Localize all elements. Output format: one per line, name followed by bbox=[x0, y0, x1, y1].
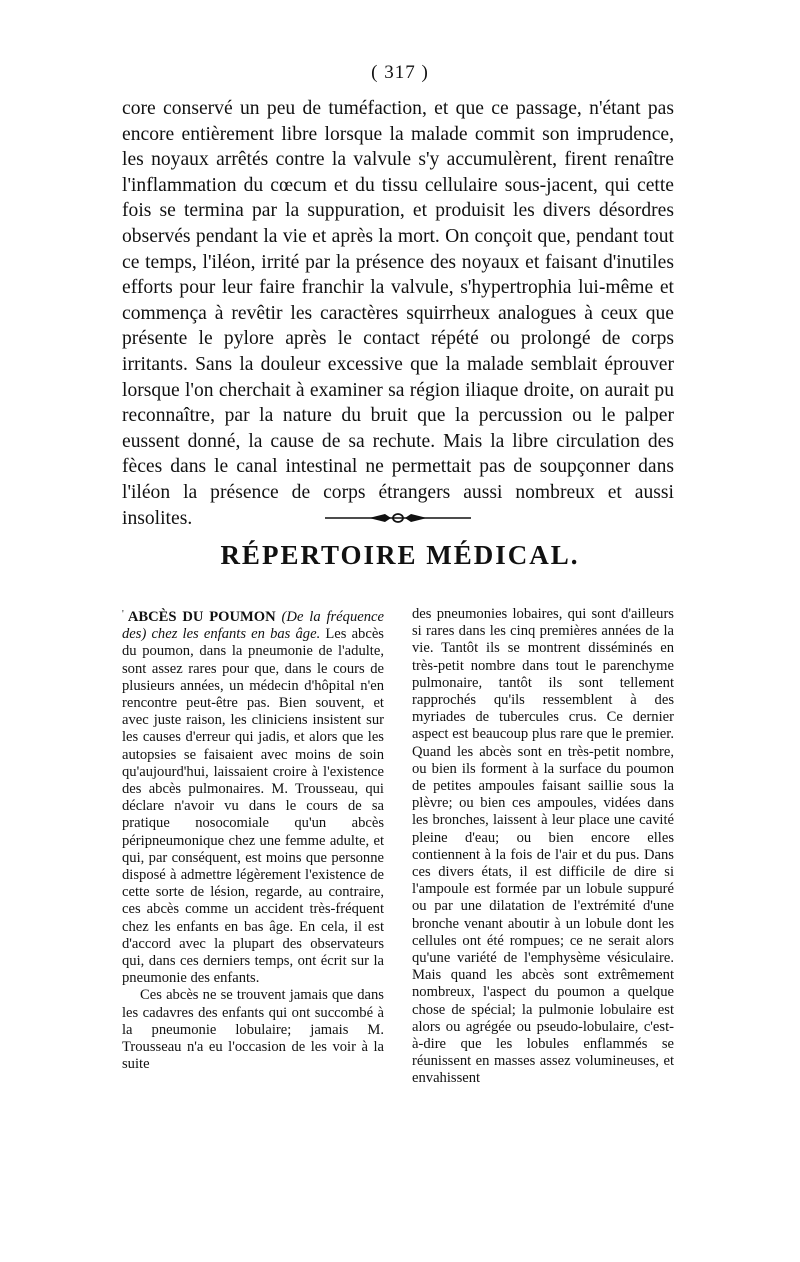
intro-text bbox=[122, 96, 674, 531]
section-title: RÉPERTOIRE MÉDICAL. bbox=[220, 540, 580, 570]
article-heading: ABCÈS DU POUMON bbox=[127, 609, 276, 625]
page-number: ( 317 ) bbox=[371, 62, 429, 83]
article-subheading: (De la fréquence des) chez les enfants en bas âge. bbox=[122, 609, 384, 643]
intro-paragraph: core conservé un peu de tuméfaction, et que ce passage, n'étant pas encore entièrement libre lorsque la malade commit son imprudence, les noyaux arrêtés contre la valvule s'y accumulèrent, firent renaître l'inflammation du cœcum et du tissu cellulaire sous-jacent, qui cette fois se termina par la suppuration, et produisit les divers désordres observés pendant la vie et après la mort. On conçoit que, pendant tout ce temps, l'iléon, irrité par la présence des noyaux et faisant d'inutiles efforts pour leur faire franchir la valvule, s'hypertrophia lui-même et commença à revêtir les caractères squirrheux analogues à ceux que présente le pylore après le contact répété ou prolongé de corps irritants. Sans la douleur excessive que la malade semblait éprouver lorsque l'on cherchait à examiner sa région iliaque droite, on aurait pu reconnaître, par la nature du bruit que la percussion ou le palper eussent donné, la cause de sa rechute. Mais la libre circulation des fèces dans le canal intestinal ne permettait pas de soupçonner dans l'iléon la présence de corps étrangers aussi nombreux et aussi insolites. bbox=[122, 98, 674, 529]
margin-mark: ' bbox=[122, 609, 124, 620]
article-right-column bbox=[412, 606, 674, 1088]
article-first-paragraph bbox=[122, 606, 384, 987]
article-continuation: des pneumonies lobaires, qui sont d'ailleurs si rares dans les cinq premières années de la vie. Tantôt ils se montrent disséminés en très-petit nombre dans tout le parenchyme pulmonaire, tantôt ils sont tellement rapprochés qu'ils ressemblent à des myriades de tubercules crus. Ce dernier aspect est beaucoup plus rare que le premier. Quand les abcès sont en très-petit nombre, ou bien ils forment à la surface du poumon de petites ampoules faisant saillie sous la plèvre; ou bien ces ampoules, vidées dans les bronches, laissent à leur place une cavité pleine d'eau; ou bien encore elles contiennent à la fois de l'air et du pus. Dans ces divers états, il est difficile de dire si l'ampoule est formée par un lobule suppuré ou par une dilatation de l'extrémité d'une bronche venant aboutir à un lobule dont les cellules ont été rompues; ce ne serait alors qu'une variété de l'emphysème vésiculaire. Mais quand les abcès sont extrêmement nombreux, l'aspect du poumon a quelque chose de spécial; la pulmonie lobulaire est alors ou agrégée ou pseudo-lobulaire, c'est-à-dire que les lobules enflammés se réunissent en masses assez volumineuses, et envahissent bbox=[412, 606, 674, 1087]
article-second-paragraph: Ces abcès ne se trouvent jamais que dans les cadavres des enfants qui ont succombé à la pneumonie lobulaire; jamais M. Trousseau n'a eu l'occasion de les voir à la suite bbox=[122, 987, 384, 1073]
ornament-divider bbox=[325, 510, 471, 526]
article-left-column bbox=[122, 606, 384, 1073]
article-text: Les abcès du poumon, dans la pneumonie de l'adulte, sont assez rares pour que, dans le cours de plusieurs années, un médecin d'hôpital n'en rencontre peut-être pas. Bien souvent, et avec juste raison, les cliniciens insistent sur les causes d'erreur qui jadis, et alors que les autopsies se faisaient avec moins de soin qu'aujourd'hui, laissaient croire à l'existence des abcès pulmonaires. M. Trousseau, qui déclare n'avoir vu dans le cours de sa pratique nosocomiale qu'un abcès péripneumonique chez une femme adulte, et qui, par conséquent, est moins que personne disposé à admettre légèrement l'existence de cette sorte de lésion, regarde, au contraire, ces abcès comme un accident très-fréquent chez les enfants en bas âge. En cela, il est d'accord avec la plupart des observateurs qui, dans ces derniers temps, ont écrit sur la pneumonie des enfants. bbox=[122, 626, 384, 987]
